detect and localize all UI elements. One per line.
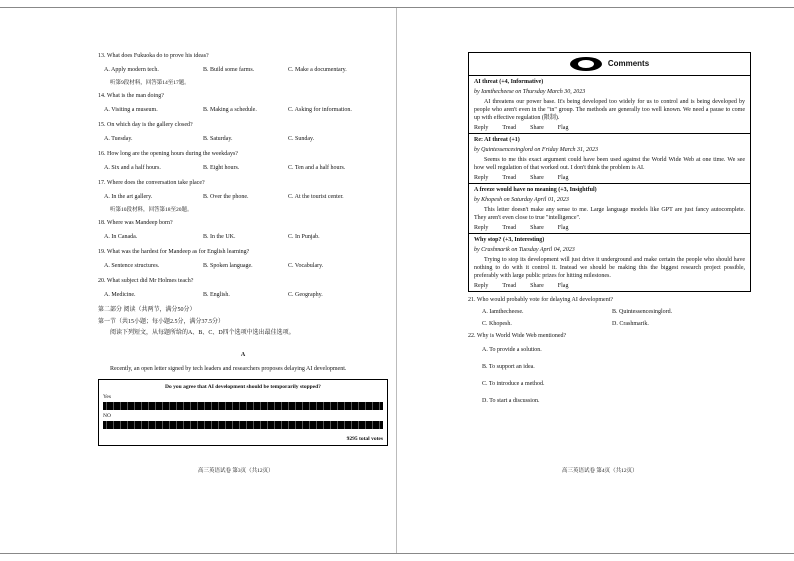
- question-18: [98, 219, 388, 241]
- question-15: [98, 121, 388, 143]
- comment-title: A freeze would have no meaning (+3, Insightful): [474, 187, 597, 193]
- option: C. Asking for information.: [288, 107, 352, 113]
- comments-header: [469, 53, 750, 76]
- share-action: Share: [530, 125, 544, 131]
- option: A. Visiting a museum.: [104, 107, 158, 113]
- question-20: [98, 277, 388, 299]
- question-14: [98, 92, 388, 114]
- top-edge: [0, 7, 794, 8]
- option: A. Tuesday.: [104, 136, 133, 142]
- option: B. Spoken language.: [203, 263, 253, 269]
- option: C. Vocabulary.: [288, 263, 324, 269]
- question-16: [98, 150, 388, 172]
- option: C. Make a documentary.: [288, 67, 347, 73]
- question-text: 17. Where does the conversation take place?: [98, 180, 205, 186]
- left-page-footer: 高三英语试卷 第3页（共12页）: [198, 468, 274, 474]
- question-text: 16. How long are the opening hours during the weekdays?: [98, 151, 238, 157]
- question-17: [98, 179, 388, 214]
- section-part: 第一节（共15小题；每小题2.5分，满分37.5分）: [98, 319, 225, 325]
- comment-title: AI threat (+4, Informative): [474, 79, 544, 85]
- option: B. Eight hours.: [203, 165, 240, 171]
- comment-body: AI threatens our power base. It's being developed too widely for us to control and is being developed by people who aren't even in the "in" group. The methods are generally too well known. We need a pause to come up with effective regulation (限制).: [474, 99, 745, 121]
- flag-action: Flag: [557, 175, 569, 181]
- reply-action: Reply: [474, 175, 489, 181]
- question-text: 22. Why is World Wide Web mentioned?: [468, 333, 567, 339]
- right-page: [468, 52, 753, 414]
- poll-no-label: NO: [103, 413, 111, 419]
- comments-logo-icon: [570, 57, 602, 71]
- passage-intro: Recently, an open letter signed by tech leaders and researchers proposes delaying AI development.: [110, 366, 347, 372]
- option: A. In Canada.: [104, 234, 138, 240]
- comment-body: This letter doesn't make any sense to me. Large language models like GPT are just fancy autocomplete. They aren't even close to true "intelligence".: [474, 207, 745, 221]
- comments-panel: [468, 52, 751, 292]
- poll-no-bar: [103, 421, 383, 429]
- comment-byline: by Crashmarik on Tuesday April 04, 2023: [474, 247, 575, 253]
- tread-action: Tread: [502, 225, 517, 231]
- option: C. At the tourist center.: [288, 194, 344, 200]
- poll-yes-label: Yes: [103, 394, 112, 400]
- option: A. Iamthecheese.: [482, 309, 524, 315]
- comment-actions: [474, 174, 745, 182]
- comment-actions: [474, 282, 745, 290]
- comment-body: Trying to stop its development will just drive it underground and make certain the people who should have nothing to do with it control it. Instead we should be making this the biggest research project possible, preferably with large public prizes for hitting milestones.: [474, 257, 745, 279]
- left-page: [98, 52, 388, 446]
- option: C. Geography.: [288, 292, 323, 298]
- option: C. In Punjab.: [288, 234, 320, 240]
- question-22: [468, 332, 753, 405]
- option: B. To support an idea.: [482, 364, 535, 370]
- question-text: 19. What was the hardest for Mandeep as for English learning?: [98, 249, 250, 255]
- comment-body: Seems to me this exact argument could have been used against the World Wide Web at one time. We see how well regulation of that worked out. I don't think the problem is AI.: [474, 157, 745, 171]
- option: D. Crashmarik.: [612, 321, 649, 327]
- question-21: [468, 296, 753, 328]
- option: A. Sentence structures.: [104, 263, 160, 269]
- option: B. Over the phone.: [203, 194, 249, 200]
- comment-title: Re: AI threat (+1): [474, 137, 520, 143]
- question-19: [98, 248, 388, 270]
- listening-note: 听第10段材料，回答第18至20题。: [110, 207, 193, 213]
- page-divider: [396, 8, 397, 553]
- poll-box: [98, 379, 388, 446]
- comment: [469, 184, 750, 234]
- comment: [469, 134, 750, 184]
- option: A. Apply modern tech.: [104, 67, 159, 73]
- share-action: Share: [530, 175, 544, 181]
- tread-action: Tread: [502, 125, 517, 131]
- comment-actions: [474, 224, 745, 232]
- right-page-footer: 高三英语试卷 第4页（共12页）: [562, 468, 638, 474]
- comment-byline: by Quintessencesinglord on Friday March 31, 2023: [474, 147, 599, 153]
- tread-action: Tread: [502, 175, 517, 181]
- option: C. Khopesh.: [482, 321, 512, 327]
- poll-question: Do you agree that AI development should be temporarily stopped?: [165, 384, 321, 390]
- poll-yes-bar: [103, 402, 383, 410]
- poll-total: 9295 total votes: [346, 436, 383, 442]
- option: C. Ten and a half hours.: [288, 165, 346, 171]
- option: B. Saturday.: [203, 136, 233, 142]
- listening-note: 听第9段材料，回答第14至17题。: [110, 80, 190, 86]
- comment-byline: by Iamthecheese on Thursday March 30, 2023: [474, 89, 586, 95]
- reply-action: Reply: [474, 125, 489, 131]
- bottom-edge: [0, 553, 794, 554]
- share-action: Share: [530, 283, 544, 289]
- option: C. To introduce a method.: [482, 381, 545, 387]
- option: B. English.: [203, 292, 230, 298]
- comment-title: Why stop? (+3, Interesting): [474, 237, 545, 243]
- question-text: 14. What is the man doing?: [98, 93, 164, 99]
- tread-action: Tread: [502, 283, 517, 289]
- reply-action: Reply: [474, 225, 489, 231]
- question-text: 21. Who would probably vote for delaying AI development?: [468, 297, 614, 303]
- option: B. Quintessencesinglord.: [612, 309, 673, 315]
- flag-action: Flag: [557, 225, 569, 231]
- passage-letter: A: [240, 352, 246, 358]
- option: D. To start a discussion.: [482, 398, 540, 404]
- option: A. Medicine.: [104, 292, 136, 298]
- share-action: Share: [530, 225, 544, 231]
- comment-byline: by Khopesh on Saturday April 01, 2023: [474, 197, 569, 203]
- question-text: 15. On which day is the gallery closed?: [98, 122, 193, 128]
- question-text: 18. Where was Mandeep born?: [98, 220, 173, 226]
- question-13: [98, 52, 388, 87]
- comments-title: Comments: [607, 59, 650, 68]
- section-directions: 阅读下列短文，从每题所给的A、B、C、D四个选项中选出最佳选项。: [110, 330, 295, 336]
- flag-action: Flag: [557, 283, 569, 289]
- section-title: 第二部分 阅读（共两节，满分50分）: [98, 307, 196, 313]
- comment: [469, 234, 750, 291]
- option: B. Build some farms.: [203, 67, 255, 73]
- option: C. Sunday.: [288, 136, 315, 142]
- option: B. Making a schedule.: [203, 107, 257, 113]
- option: A. Six and a half hours.: [104, 165, 161, 171]
- question-text: 13. What does Fukuoka do to prove his ideas?: [98, 53, 209, 59]
- option: A. In the art gallery.: [104, 194, 153, 200]
- reply-action: Reply: [474, 283, 489, 289]
- question-text: 20. What subject did Mr Holmes teach?: [98, 278, 194, 284]
- option: B. In the UK.: [203, 234, 236, 240]
- comment-actions: [474, 124, 745, 132]
- flag-action: Flag: [557, 125, 569, 131]
- comment: [469, 76, 750, 134]
- option: A. To provide a solution.: [482, 347, 542, 353]
